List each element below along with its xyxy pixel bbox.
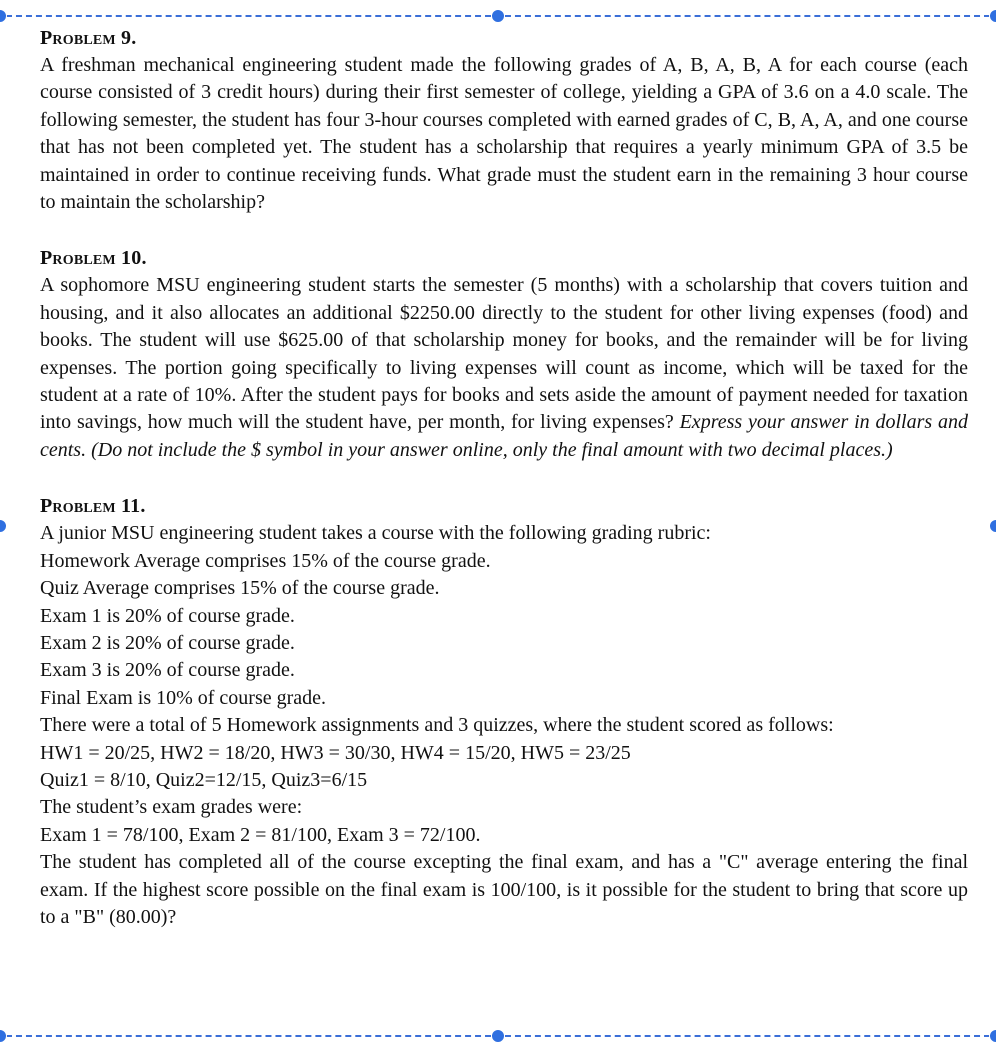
exam-grades-intro: The student’s exam grades were: — [40, 796, 303, 819]
resize-handle-middle-left[interactable] — [0, 519, 7, 533]
problem-9 — [40, 24, 968, 216]
rubric-final-exam: Final Exam is 10% of course grade. — [40, 686, 327, 709]
problem-11 — [40, 492, 968, 931]
problem-11-title: Problem 11. — [40, 495, 146, 518]
problem-11-intro: A junior MSU engineering student takes a course with the following grading rubric: — [40, 522, 711, 545]
rubric-exam-2: Exam 2 is 20% of course grade. — [40, 631, 295, 654]
problem-9-text: A freshman mechanical engineering student made the following grades of A, B, A, B, A for each course (each course consisted of 3 credit hours) during their first semester of college, yielding a GPA of 3.6 on a 4.0 scale. The following semester, the student has four 3-hour courses completed with earned grades of C, B, A, A, and one course that has not been completed yet. The student has a scholarship that requires a yearly minimum GPA of 3.5 be maintained in order to continue receiving funds. What grade must the student earn in the remaining 3 hour course to maintain the scholarship? — [40, 54, 968, 214]
resize-handle-top-left[interactable] — [0, 9, 7, 23]
scores-intro: There were a total of 5 Homework assignments and 3 quizzes, where the student scored as follows: — [40, 714, 834, 737]
problem-11-closing: The student has completed all of the course excepting the final exam, and has a "C" average entering the final exam. If the highest score possible on the final exam is 100/100, is it possible for the student to bring that score up to a "B" (80.00)? — [40, 851, 968, 928]
problem-10-text — [40, 272, 968, 464]
problem-9-title: Problem 9. — [40, 27, 137, 49]
resize-handle-middle-right[interactable] — [989, 519, 996, 533]
spacer — [40, 464, 968, 492]
homework-scores: HW1 = 20/25, HW2 = 18/20, HW3 = 30/30, HW4 = 15/20, HW5 = 23/25 — [40, 741, 631, 764]
problem-10-note: Express your answer in dollars and cents. (Do not include the $ symbol in your answer online, only the final amount with two decimal places.) — [40, 411, 969, 461]
exam-grades: Exam 1 = 78/100, Exam 2 = 81/100, Exam 3 = 72/100. — [40, 823, 481, 846]
problem-10 — [40, 244, 968, 464]
rubric-exam-3: Exam 3 is 20% of course grade. — [40, 659, 295, 682]
document-content — [40, 24, 968, 931]
problem-10-title: Problem 10. — [40, 247, 147, 270]
resize-handle-bottom-center[interactable] — [491, 1029, 505, 1043]
rubric-exam-1: Exam 1 is 20% of course grade. — [40, 604, 295, 627]
resize-handle-bottom-right[interactable] — [989, 1029, 996, 1043]
rubric-quiz: Quiz Average comprises 15% of the course grade. — [40, 577, 440, 600]
spacer — [40, 216, 968, 244]
rubric-homework: Homework Average comprises 15% of the course grade. — [40, 549, 491, 572]
quiz-scores: Quiz1 = 8/10, Quiz2=12/15, Quiz3=6/15 — [40, 768, 368, 791]
resize-handle-top-right[interactable] — [989, 9, 996, 23]
problem-10-body: A sophomore MSU engineering student starts the semester (5 months) with a scholarship that covers tuition and housing, and it also allocates an additional $2250.00 directly to the student for other living expenses (food) and books. The student will use $625.00 of that scholarship money for books, and the remainder will be for living expenses. The portion going specifically to living expenses will count as income, which will be taxed for the student at a rate of 10%. After the student pays for books and sets aside the amount of payment needed for taxation into savings, how much will the student have, per month, for living expenses? — [40, 274, 968, 434]
resize-handle-top-center[interactable] — [491, 9, 505, 23]
resize-handle-bottom-left[interactable] — [0, 1029, 7, 1043]
